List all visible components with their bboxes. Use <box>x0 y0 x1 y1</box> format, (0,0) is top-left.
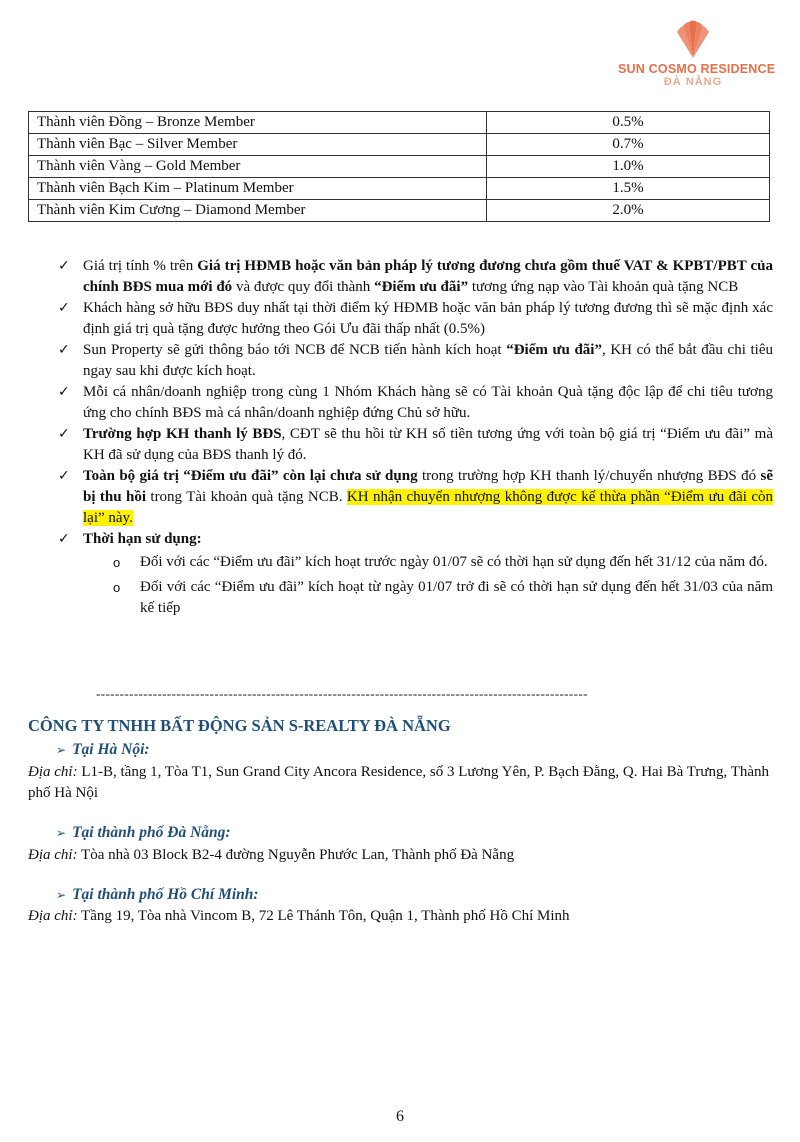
office-heading-danang: ➢ Tại thành phố Đà Nẵng: <box>56 824 231 841</box>
list-item: ✓ Trường hợp KH thanh lý BĐS, CĐT sẽ thu hồi từ KH số tiền tương ứng với toàn bộ giá trị “Điểm ưu đãi” mà KH đã sử dụng của BĐS thanh lý đó. <box>58 426 773 463</box>
office-address-danang: Địa chỉ: Tòa nhà 03 Block B2-4 đường Nguyễn Phước Lan, Thành phố Đà Nẵng <box>28 847 515 863</box>
list-item: ✓ Mỗi cá nhân/doanh nghiệp trong cùng 1 Nhóm Khách hàng sẽ có Tài khoản Quà tặng độc lập để chi tiêu tương ứng cho chính BĐS mà cá nhân/doanh nghiệp đứng Chủ sở hữu. <box>58 384 773 421</box>
arrow-bullet-icon: ➢ <box>56 826 67 840</box>
table-row <box>29 112 770 134</box>
checkmark-icon: ✓ <box>58 258 70 274</box>
dashed-divider: -------------------------------------------------------------------------------------------------------- <box>96 686 588 701</box>
list-item: ✓ Thời hạn sử dụng: o Đối với các “Điểm ưu đãi” kích hoạt trước ngày 01/07 sẽ có thời hạn sử dụng đến hết 31/12 của năm đó. o Đối với các “Điểm ưu đãi” kích hoạt từ ngày 01/07 trở đi sẽ có thời hạn sử dụng đến hết 31/03 của năm kế tiếp <box>58 529 773 619</box>
tier-name: Thành viên Vàng – Gold Member <box>29 156 487 178</box>
office-heading-hanoi: ➢ Tại Hà Nội: <box>56 741 150 758</box>
logo-subtext: ĐÀ NẴNG <box>663 76 723 88</box>
company-name: CÔNG TY TNHH BẤT ĐỘNG SẢN S-REALTY ĐÀ NẴNG <box>28 716 451 735</box>
checkmark-icon: ✓ <box>58 342 70 358</box>
list-item: ✓ Toàn bộ giá trị “Điểm ưu đãi” còn lại chưa sử dụng trong trường hợp KH thanh lý/chuyển nhượng BĐS đó sẽ bị thu hồi trong Tài khoản quà tặng NCB. KH nhận chuyển nhượng không được kế thừa phần “Điểm ưu đãi còn lại” này. <box>58 468 774 526</box>
list-item: ✓ Khách hàng sở hữu BĐS duy nhất tại thời điểm ký HĐMB hoặc văn bản pháp lý tương đương thì sẽ mặc định xác định giá trị quà tặng được hưởng theo Gói Ưu đãi thấp nhất (0.5%) <box>58 300 773 337</box>
office-heading-hcmc: ➢ Tại thành phố Hồ Chí Minh: <box>56 886 259 903</box>
sub-list-item: o Đối với các “Điểm ưu đãi” kích hoạt từ ngày 01/07 trở đi sẽ có thời hạn sử dụng đến hết 31/03 của năm kế tiếp <box>113 579 773 616</box>
list-item: ✓ Giá trị tính % trên Giá trị HĐMB hoặc văn bản pháp lý tương đương chưa gồm thuế VAT & KPBT/PBT của chính BĐS mua mới đó và được quy đổi thành “Điểm ưu đãi” tương ứng nạp vào Tài khoản quà tặng NCB <box>58 258 774 295</box>
tier-name: Thành viên Kim Cương – Diamond Member <box>29 200 487 222</box>
sun-cosmo-logo <box>618 18 776 102</box>
tier-name: Thành viên Bạch Kim – Platinum Member <box>29 178 487 200</box>
checkmark-icon: ✓ <box>58 531 70 547</box>
checkmark-icon: ✓ <box>58 426 70 442</box>
validity-sublist <box>83 552 773 619</box>
membership-tier-table <box>28 111 770 222</box>
arrow-bullet-icon: ➢ <box>56 888 67 902</box>
table-row <box>29 156 770 178</box>
shell-logo-icon <box>672 18 714 60</box>
highlighted-text: KH nhận chuyển nhượng không được kế thừa phần “Điểm ưu đãi còn lại” này. <box>83 489 773 526</box>
arrow-bullet-icon: ➢ <box>56 743 67 757</box>
tier-value: 0.7% <box>487 134 770 156</box>
table-row <box>29 200 770 222</box>
conditions-list <box>58 256 773 623</box>
sub-list-item: o Đối với các “Điểm ưu đãi” kích hoạt trước ngày 01/07 sẽ có thời hạn sử dụng đến hết 31/12 của năm đó. <box>83 552 773 573</box>
list-item: ✓ Sun Property sẽ gửi thông báo tới NCB để NCB tiến hành kích hoạt “Điểm ưu đãi”, KH có thể bắt đầu chi tiêu ngay sau khi được kích hoạt. <box>58 342 773 379</box>
tier-value: 1.5% <box>487 178 770 200</box>
page-number: 6 <box>396 1108 404 1125</box>
checkmark-icon: ✓ <box>58 300 70 316</box>
checkmark-icon: ✓ <box>58 468 70 484</box>
tier-value: 2.0% <box>487 200 770 222</box>
circle-bullet-icon: o <box>113 555 121 570</box>
checkmark-icon: ✓ <box>58 384 70 400</box>
table-row <box>29 178 770 200</box>
office-address-hanoi: Địa chỉ: L1-B, tầng 1, Tòa T1, Sun Grand City Ancora Residence, số 3 Lương Yên, P. Bạch Đằng, Q. Hai Bà Trưng, Thành phố Hà Nội <box>28 764 770 801</box>
table-row <box>29 134 770 156</box>
office-address-hcmc: Địa chỉ: Tầng 19, Tòa nhà Vincom B, 72 Lê Thánh Tôn, Quận 1, Thành phố Hồ Chí Minh <box>28 908 570 924</box>
tier-value: 1.0% <box>487 156 770 178</box>
tier-name: Thành viên Đồng – Bronze Member <box>29 112 487 134</box>
circle-bullet-icon: o <box>113 580 121 595</box>
tier-value: 0.5% <box>487 112 770 134</box>
logo-text: SUN COSMO RESIDENCE <box>618 62 776 76</box>
tier-name: Thành viên Bạc – Silver Member <box>29 134 487 156</box>
